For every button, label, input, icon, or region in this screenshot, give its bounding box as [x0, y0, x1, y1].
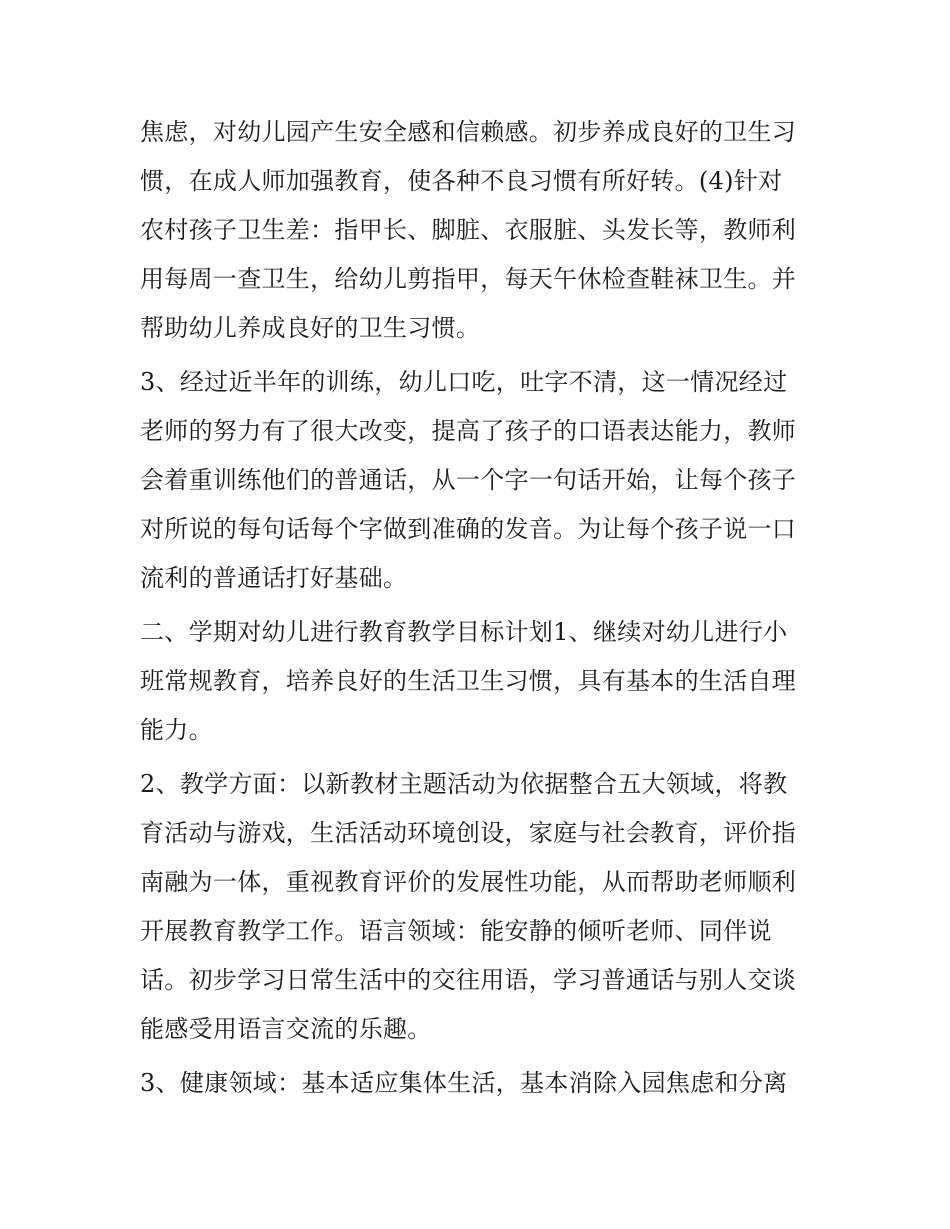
text-line: 能力。	[140, 716, 213, 744]
text-line: 老师的努力有了很大改变，提高了孩子的口语表达能力，教师	[140, 417, 797, 445]
text-line: 育活动与游戏，生活活动环境创设，家庭与社会教育，评价指	[140, 819, 797, 847]
text-line: 2、教学方面：以新教材主题活动为依据整合五大领域，将教	[140, 770, 788, 798]
text-line: 惯，在成人师加强教育，使各种不良习惯有所好转。(4)针对	[140, 167, 783, 195]
paragraph-teaching	[140, 760, 820, 1054]
text-line: 3、经过近半年的训练，幼儿口吃，吐字不清，这一情况经过	[140, 368, 788, 396]
text-line: 话。初步学习日常生活中的交往用语，学习普通话与别人交谈	[140, 966, 797, 994]
paragraph-health	[140, 1059, 820, 1108]
text-line: 会着重训练他们的普通话，从一个字一句话开始，让每个孩子	[140, 466, 797, 494]
text-line: 能感受用语言交流的乐趣。	[140, 1015, 432, 1043]
text-line: 流利的普通话打好基础。	[140, 564, 408, 592]
text-line: 帮助幼儿养成良好的卫生习惯。	[140, 314, 481, 342]
text-line: 南融为一体，重视教育评价的发展性功能，从而帮助老师顺利	[140, 868, 797, 896]
paragraph-semester-goals	[140, 608, 820, 755]
text-line: 开展教育教学工作。语言领域：能安静的倾听老师、同伴说	[140, 917, 772, 945]
text-line: 3、健康领域：基本适应集体生活，基本消除入园焦虑和分离	[140, 1069, 788, 1097]
paragraph-speech-training	[140, 358, 820, 603]
text-line: 用每周一查卫生，给幼儿剪指甲，每天午休检查鞋袜卫生。并	[140, 265, 797, 293]
text-line: 班常规教育，培养良好的生活卫生习惯，具有基本的生活自理	[140, 667, 797, 695]
text-line: 农村孩子卫生差：指甲长、脚脏、衣服脏、头发长等，教师利	[140, 216, 797, 244]
document-body	[140, 108, 820, 1113]
text-line: 二、学期对幼儿进行教育教学目标计划1、继续对幼儿进行小	[140, 618, 788, 646]
text-line: 对所说的每句话每个字做到准确的发音。为让每个孩子说一口	[140, 515, 797, 543]
paragraph-hygiene	[140, 108, 820, 353]
text-line: 焦虑，对幼儿园产生安全感和信赖感。初步养成良好的卫生习	[140, 118, 797, 146]
